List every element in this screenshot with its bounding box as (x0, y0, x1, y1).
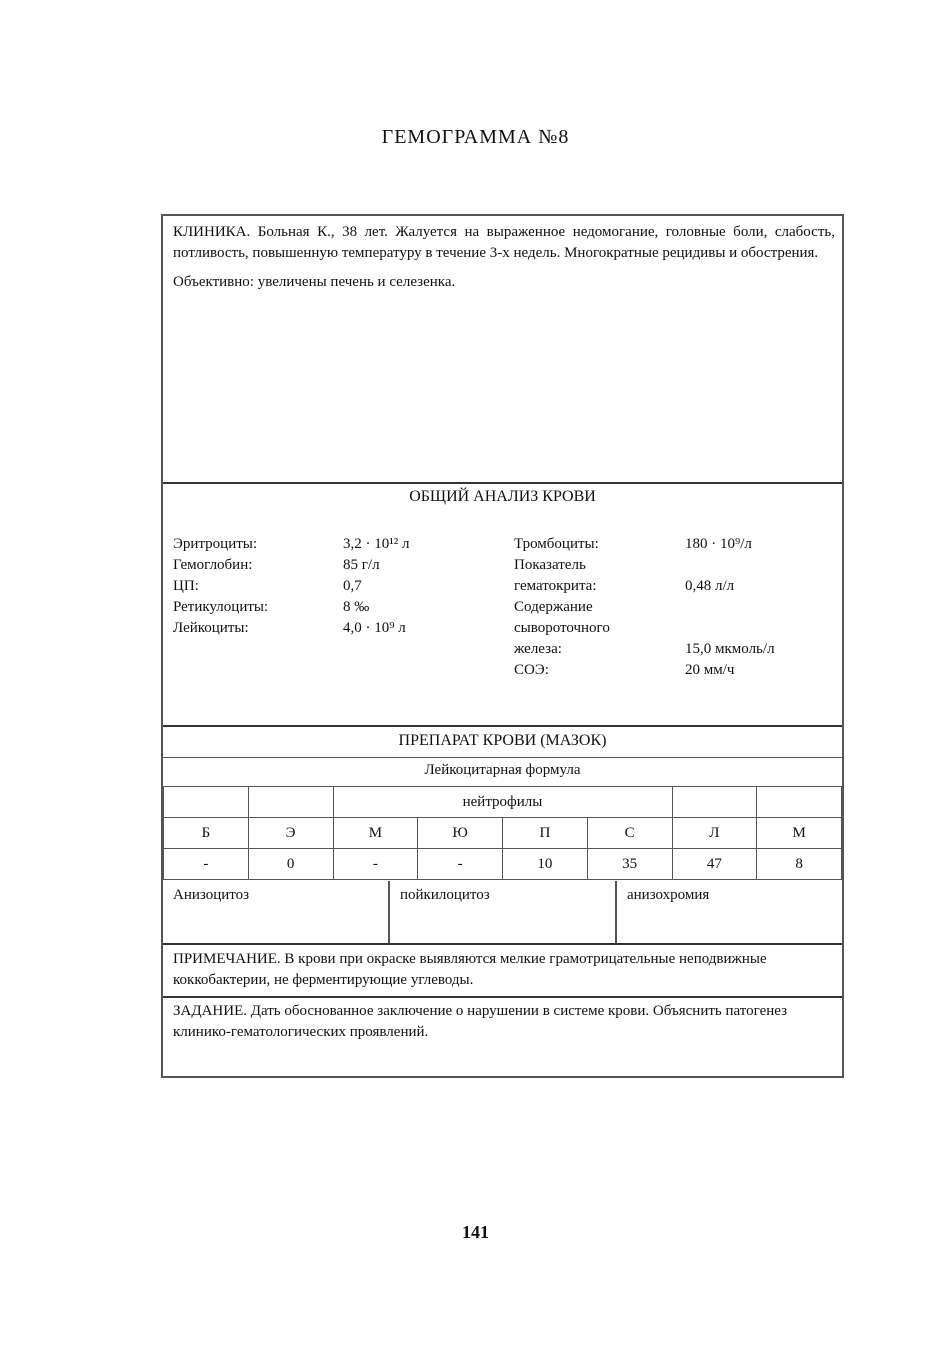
lab-value: 20 мм/ч (685, 662, 735, 678)
table-cell: 0 (248, 849, 333, 880)
leukocyte-formula-title: Лейкоцитарная формула (424, 762, 581, 778)
table-cell (757, 787, 842, 818)
table-cell: - (164, 849, 249, 880)
table-cell: 35 (587, 849, 672, 880)
column-header: М (333, 818, 418, 849)
smear-title: ПРЕПАРАТ КРОВИ (МАЗОК) (398, 732, 607, 749)
task-text: ЗАДАНИЕ. Дать обоснованное заключение о нарушении в системе крови. Объяснить патогенез клинико-гематологических проявлений. (173, 1003, 788, 1040)
clinic-section (173, 222, 835, 293)
lab-value (685, 555, 775, 576)
lab-value: 3,2 · 10¹² л (343, 536, 410, 552)
lab-value (685, 618, 775, 639)
table-cell (164, 787, 249, 818)
lab-value: 180 · 10⁹/л (685, 536, 752, 552)
lab-label: гематокрита: (514, 578, 597, 594)
poikilocytosis-label: пойкилоцитоз (400, 887, 490, 903)
table-cell: - (333, 849, 418, 880)
table-cell: - (418, 849, 503, 880)
page-number: 141 (462, 1222, 489, 1242)
lab-value: 0,7 (343, 578, 362, 594)
blood-left-values (343, 534, 409, 639)
hemogram-card (161, 214, 844, 1078)
divider (388, 881, 390, 943)
lab-label: Гемоглобин: (173, 557, 253, 573)
column-header: Ю (418, 818, 503, 849)
divider (163, 757, 842, 758)
lab-label: Показатель (514, 557, 586, 573)
page-title: ГЕМОГРАММА №8 (381, 126, 570, 148)
lab-value: 8 ‰ (343, 599, 370, 615)
divider (163, 996, 842, 998)
lab-label: сывороточного (514, 620, 610, 636)
anisocytosis-label: Анизоцитоз (173, 887, 250, 903)
neutrophils-header: нейтрофилы (333, 787, 672, 818)
lab-label: СОЭ: (514, 662, 549, 678)
lab-label: ЦП: (173, 578, 199, 594)
table-cell (672, 787, 757, 818)
objective-text: Объективно: увеличены печень и селезенка. (173, 274, 456, 290)
lab-label: Тромбоциты: (514, 536, 599, 552)
column-header: М (757, 818, 842, 849)
divider (163, 482, 842, 484)
column-header: Э (248, 818, 333, 849)
column-header: Б (164, 818, 249, 849)
lab-label: железа: (514, 641, 562, 657)
leukocyte-formula-table (163, 786, 842, 880)
lab-value: 15,0 мкмоль/л (685, 641, 775, 657)
blood-left-labels (173, 534, 268, 639)
table-cell: 10 (503, 849, 588, 880)
table-cell (248, 787, 333, 818)
table-cell: 8 (757, 849, 842, 880)
anisochromia-label: анизохромия (627, 887, 710, 903)
morphology-row (163, 881, 842, 943)
divider (163, 725, 842, 727)
note-text: ПРИМЕЧАНИЕ. В крови при окраске выявляются мелкие грамотрицательные неподвижные коккобактерии, не ферментирующие углеводы. (173, 951, 767, 988)
column-header: П (503, 818, 588, 849)
lab-value: 4,0 · 10⁹ л (343, 620, 406, 636)
lab-value (685, 597, 775, 618)
lab-label: Ретикулоциты: (173, 599, 269, 615)
column-header: Л (672, 818, 757, 849)
blood-test-title: ОБЩИЙ АНАЛИЗ КРОВИ (409, 488, 596, 505)
column-header: С (587, 818, 672, 849)
table-row (164, 818, 842, 849)
lab-value: 85 г/л (343, 557, 380, 573)
clinic-text: КЛИНИКА. Больная К., 38 лет. Жалуется на выраженное недомогание, головные боли, слабость, потливость, повышенную температуру в течение 3-х недель. Многократные рецидивы и обострения. (173, 224, 835, 261)
table-row (164, 787, 842, 818)
blood-right-values (685, 534, 775, 681)
lab-label: Лейкоциты: (173, 620, 249, 636)
lab-value: 0,48 л/л (685, 578, 735, 594)
lab-label: Содержание (514, 599, 593, 615)
divider (163, 943, 842, 945)
divider (615, 881, 617, 943)
blood-right-labels (514, 534, 610, 681)
table-cell: 47 (672, 849, 757, 880)
table-row (164, 849, 842, 880)
lab-label: Эритроциты: (173, 536, 258, 552)
